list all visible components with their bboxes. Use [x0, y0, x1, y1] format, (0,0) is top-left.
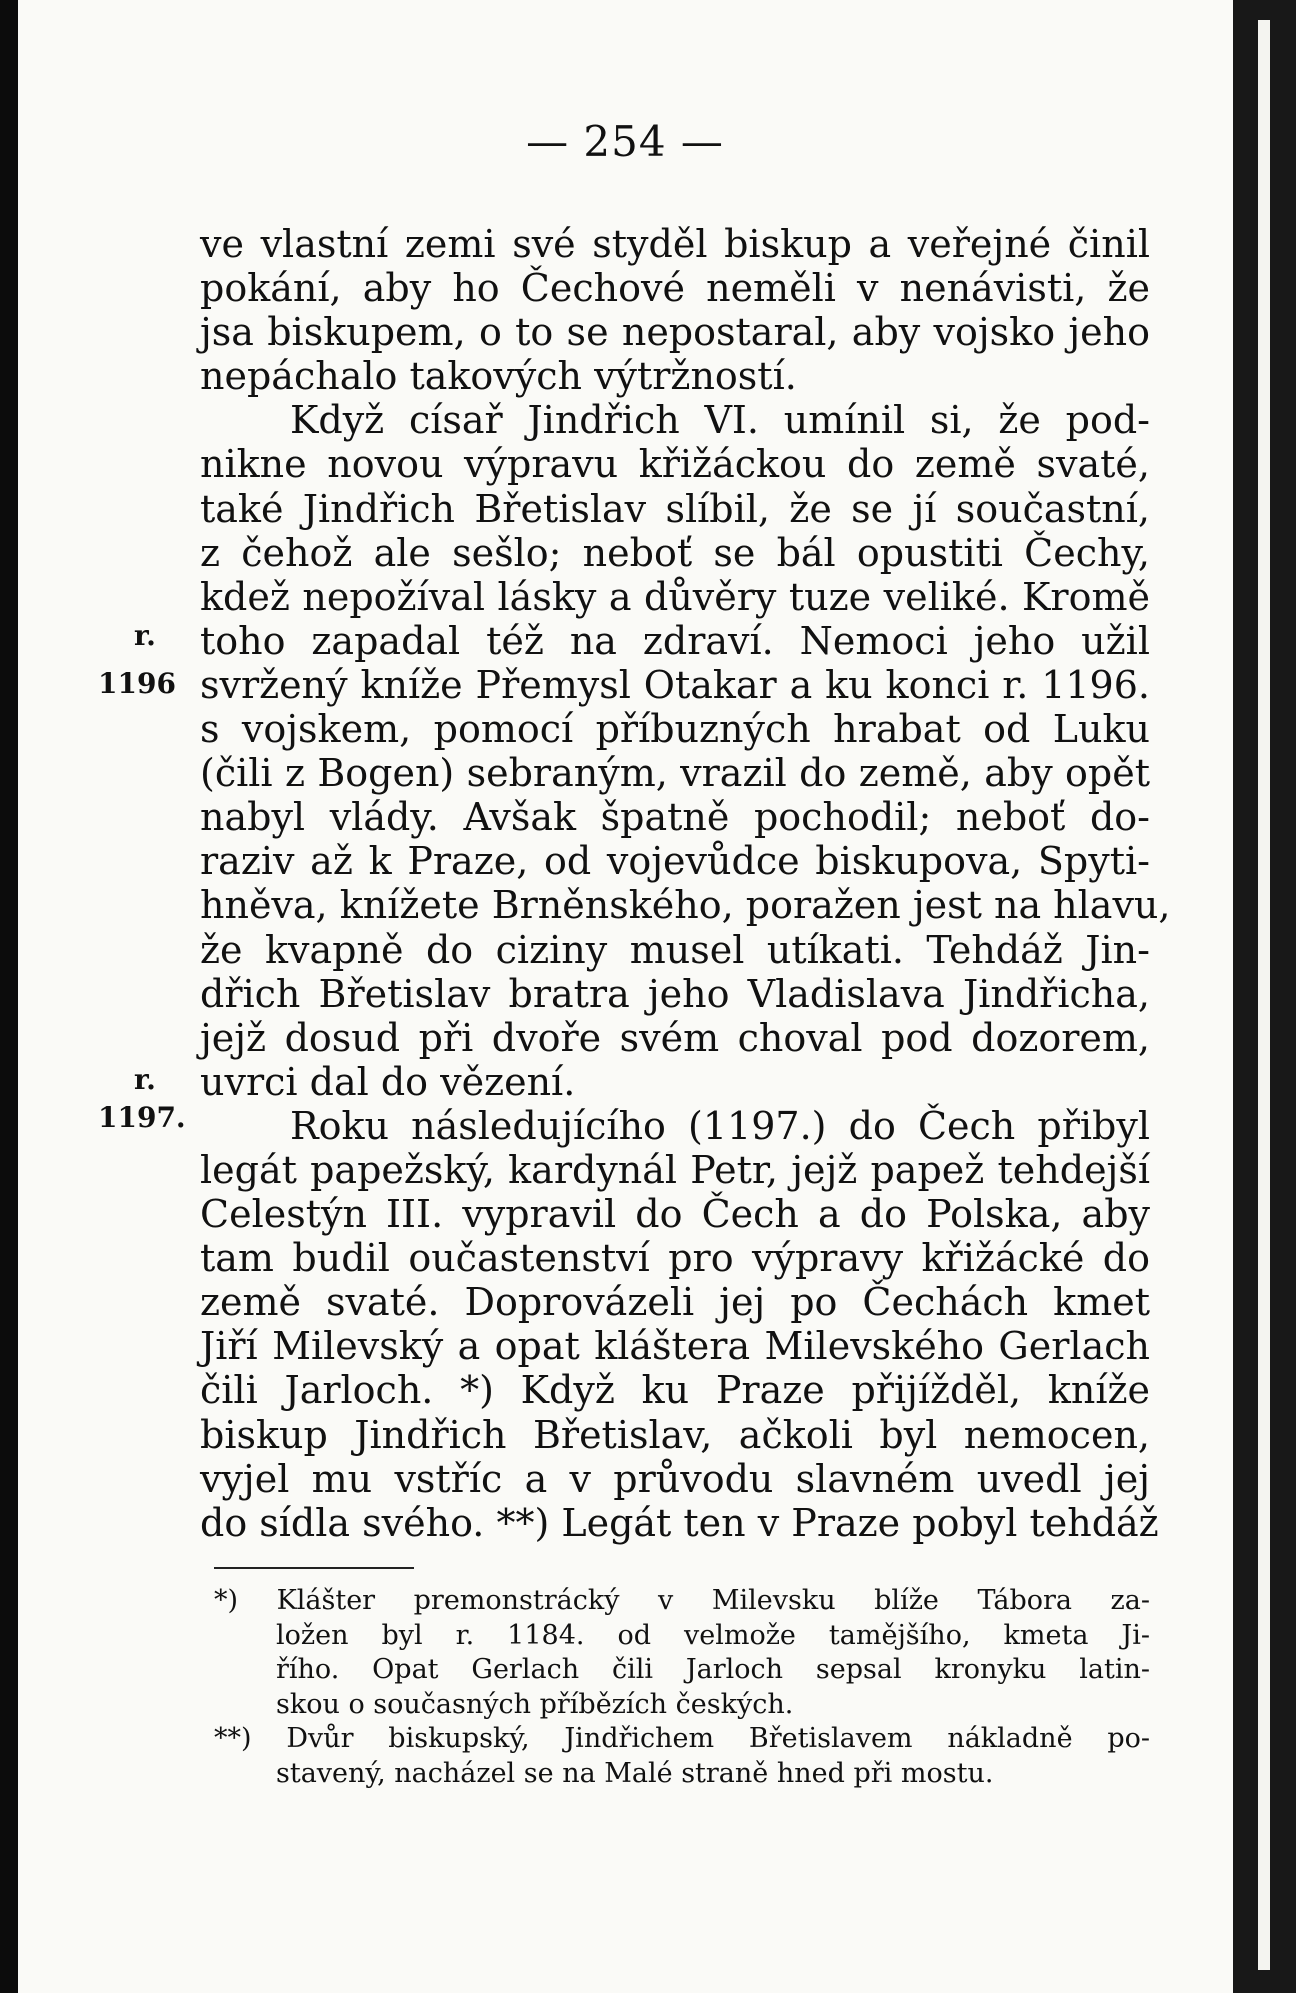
- text-line: tam budil oučastenství pro výpravy křižácké do: [200, 1236, 1150, 1281]
- text-line: kdež nepožíval lásky a důvěry tuze veliké. Kromě: [200, 574, 1150, 619]
- margin-note-year-1197: 1197.: [98, 1101, 186, 1134]
- text-line: také Jindřich Břetislav slíbil, že se jí součastní,: [200, 486, 1150, 531]
- text-line: s vojskem, pomocí příbuzných hrabat od Luku: [200, 707, 1150, 752]
- text-line: (čili z Bogen) sebraným, vrazil do země, aby opět: [200, 751, 1150, 796]
- text-line: nepáchalo takových výtržností.: [200, 354, 797, 399]
- text-line: jejž dosud při dvoře svém choval pod dozorem,: [200, 1015, 1150, 1060]
- margin-note-year-1196: 1196: [98, 667, 176, 700]
- footnote-line: *) Klášter premonstrácký v Milevsku blíže Tábora za-: [214, 1585, 1150, 1616]
- text-line: biskup Jindřich Břetislav, ačkoli byl nemocen,: [200, 1412, 1150, 1457]
- footnote-line: řího. Opat Gerlach čili Jarloch sepsal kronyku latin-: [276, 1654, 1150, 1686]
- text-line: dřich Břetislav bratra jeho Vladislava Jindřicha,: [200, 971, 1150, 1016]
- text-line: uvrci dal do vězení.: [200, 1059, 576, 1104]
- text-line: čili Jarloch. *) Když ku Praze přijížděl, kníže: [200, 1368, 1150, 1413]
- footnote-line: ložen byl r. 1184. od velmože tamějšího, kmeta Ji-: [276, 1619, 1150, 1651]
- text-line: pokání, aby ho Čechové neměli v nenávisti, že: [200, 266, 1150, 311]
- text-line: jsa biskupem, o to se nepostaral, aby vojsko jeho: [200, 310, 1150, 355]
- text-line: toho zapadal též na zdraví. Nemoci jeho užil: [200, 618, 1150, 663]
- text-line: hněva, knížete Brněnského, poražen jest na hlavu,: [200, 883, 1171, 928]
- text-line: legát papežský, kardynál Petr, jejž papež tehdejší: [200, 1147, 1150, 1192]
- footnote-divider: [214, 1567, 414, 1569]
- margin-note-r: r.: [134, 1063, 156, 1096]
- text-line: Celestýn III. vypravil do Čech a do Polska, aby: [200, 1192, 1150, 1237]
- page-number: — 254 —: [526, 117, 724, 166]
- footnote-line: skou o současných příbězích českých.: [276, 1688, 794, 1720]
- text-line: z čehož ale sešlo; neboť se bál opustiti Čechy,: [200, 530, 1150, 575]
- main-text: [200, 222, 1171, 1545]
- margin-note-r: r.: [134, 619, 156, 652]
- text-line: země svaté. Doprovázeli jej po Čechách kmet: [200, 1280, 1150, 1325]
- page-edge-light: [1258, 20, 1270, 1970]
- text-line: svržený kníže Přemysl Otakar a ku konci r. 1196.: [200, 662, 1150, 707]
- footnote-line: stavený, nacházel se na Malé straně hned při mostu.: [276, 1757, 994, 1789]
- footnote-line: **) Dvůr biskupský, Jindřichem Břetislavem nákladně po-: [214, 1723, 1150, 1755]
- text-line: ve vlastní zemi své styděl biskup a veřejné činil: [200, 222, 1150, 266]
- text-line: do sídla svého. **) Legát ten v Praze pobyl tehdáž: [200, 1500, 1159, 1545]
- text-line: Jiří Milevský a opat kláštera Milevského Gerlach: [200, 1324, 1150, 1369]
- footnotes: [214, 1584, 1150, 1792]
- text-line: vyjel mu vstříc a v průvodu slavném uvedl jej: [200, 1456, 1150, 1501]
- text-line: Roku následujícího (1197.) do Čech přibyl: [290, 1103, 1150, 1148]
- text-line: nabyl vlády. Avšak špatně pochodil; neboť do-: [200, 795, 1150, 840]
- text-line: že kvapně do ciziny musel utíkati. Tehdáž Jin-: [200, 927, 1150, 972]
- text-line: nikne novou výpravu křižáckou do země svaté,: [200, 442, 1150, 487]
- text-line: raziv až k Praze, od vojevůdce biskupova, Spyti-: [200, 839, 1150, 884]
- text-line: Když císař Jindřich VI. umínil si, že pod-: [290, 398, 1150, 443]
